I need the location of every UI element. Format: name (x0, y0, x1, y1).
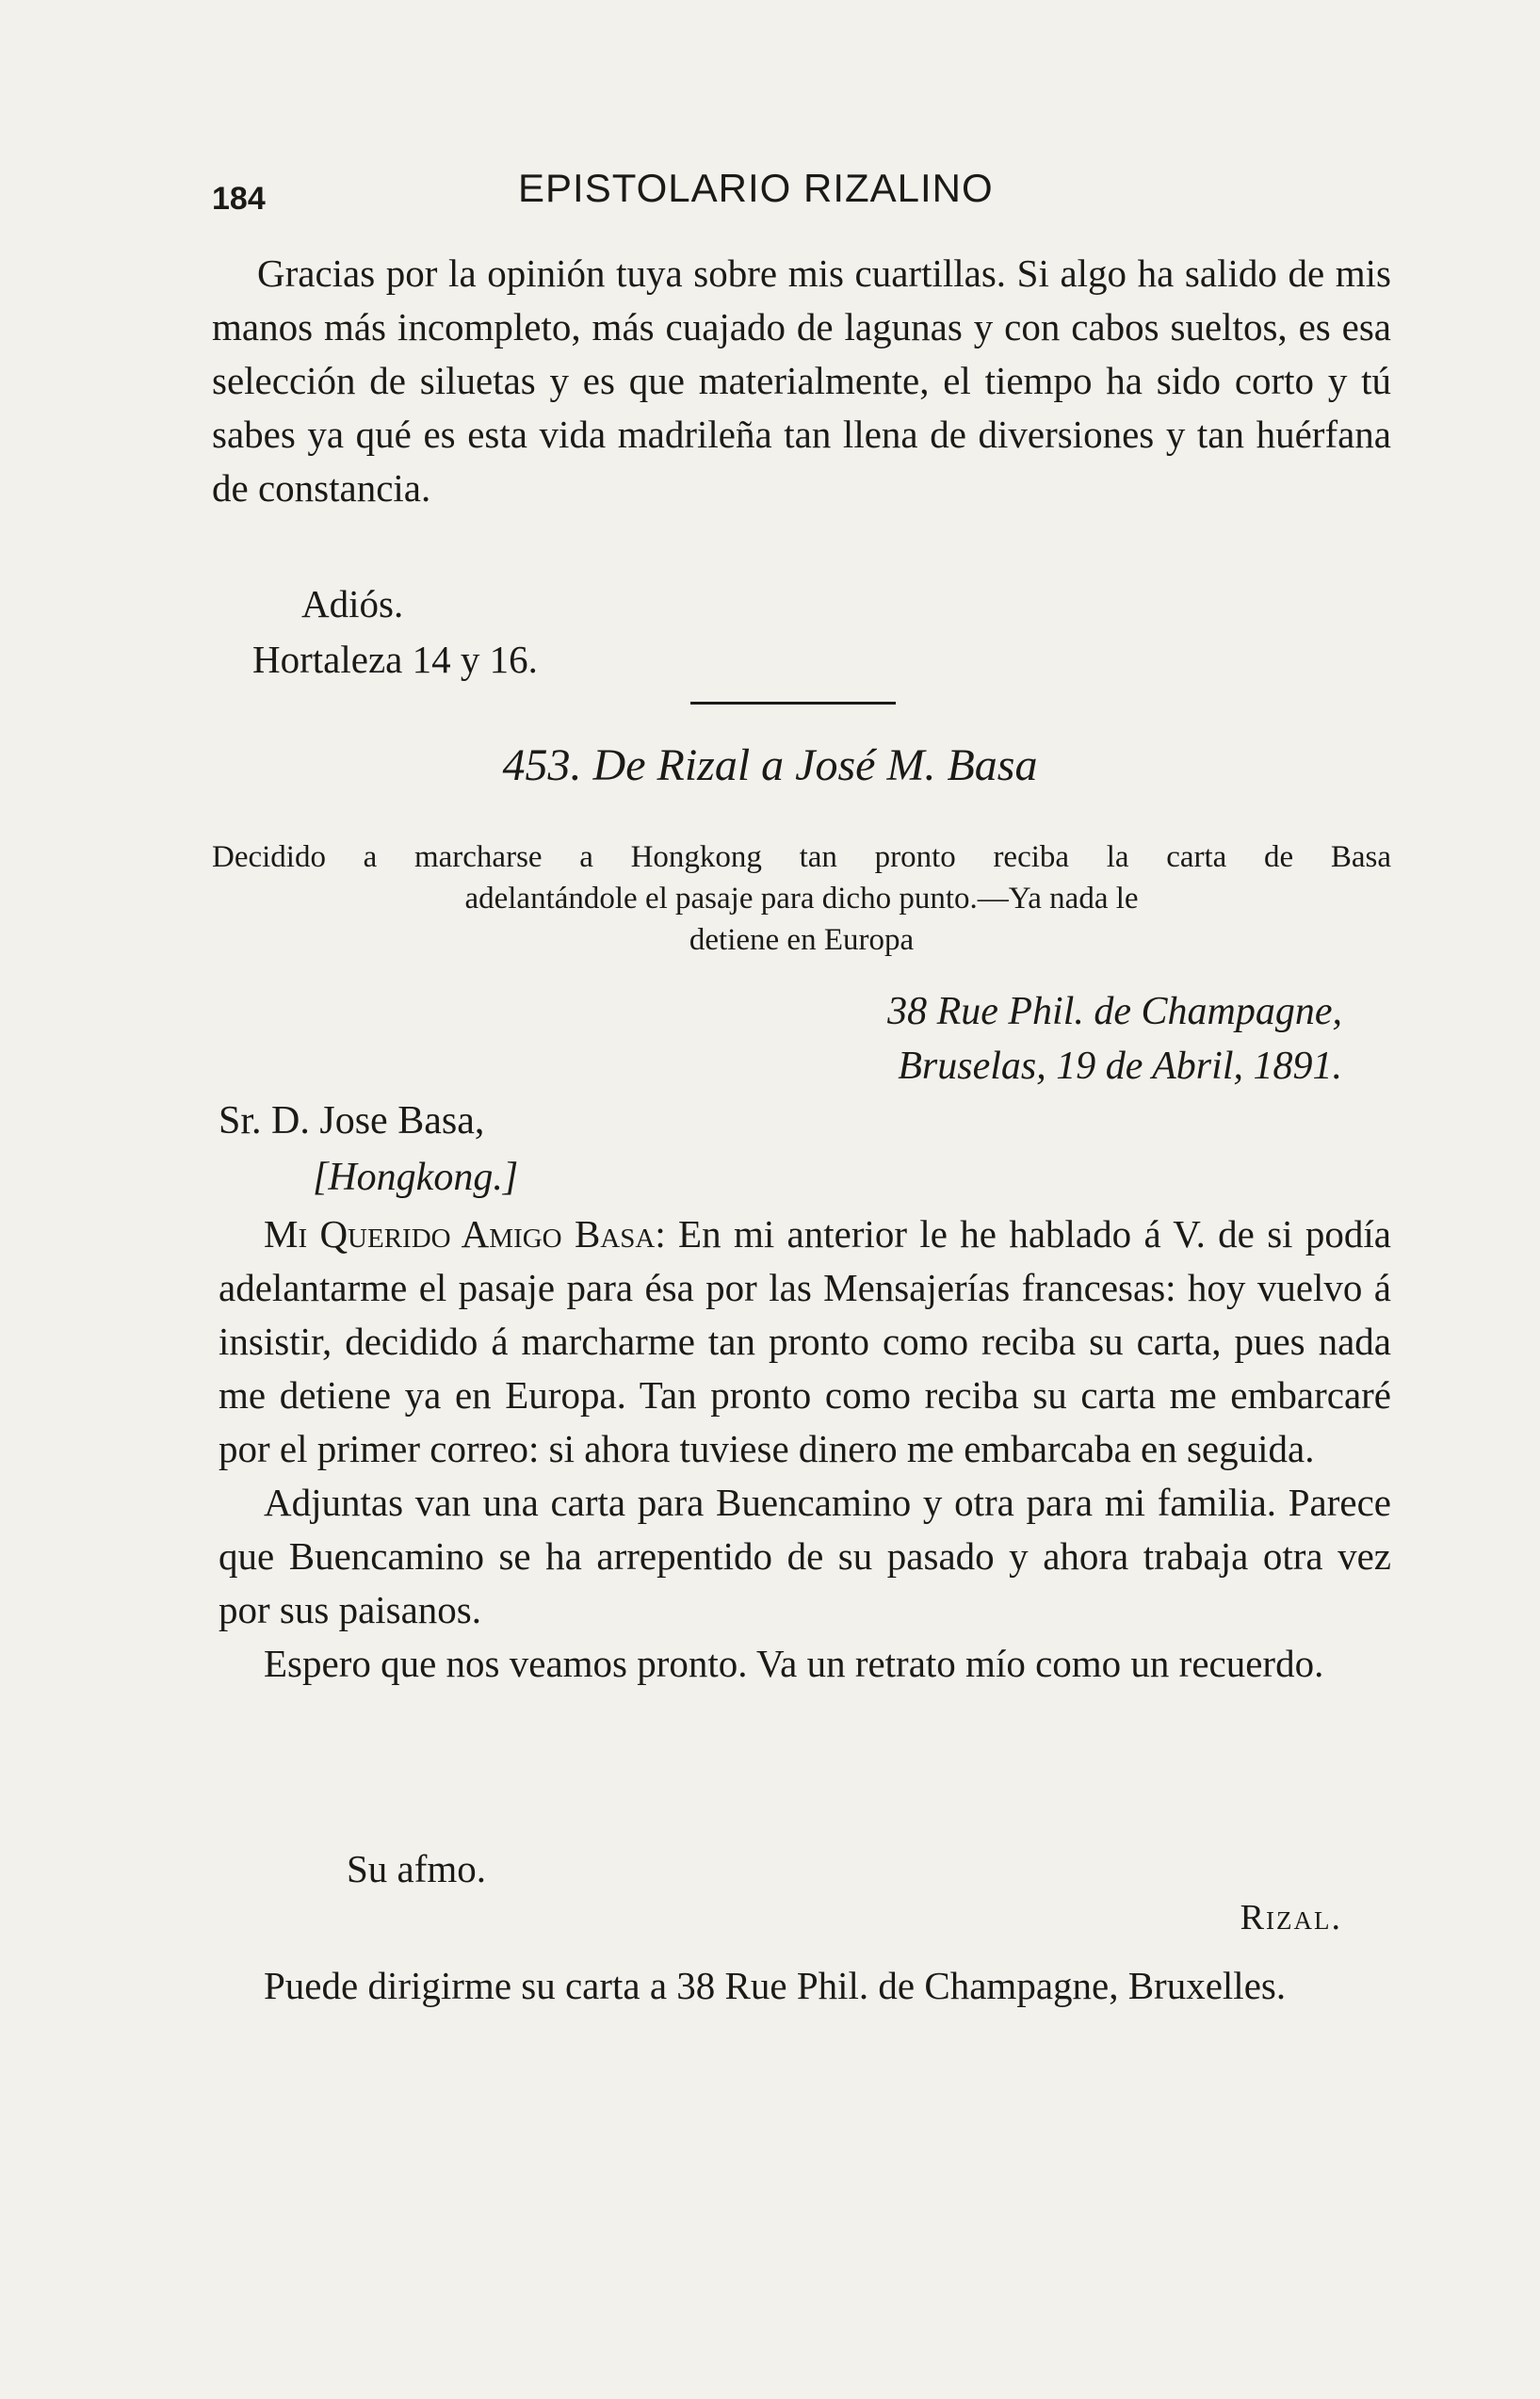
summary-line-2: adelantándole el pasaje para dicho punto.—Ya nada le (464, 882, 1139, 916)
letter-title: 453. De Rizal a José M. Basa (502, 740, 1038, 790)
recipient-location: [Hongkong.] (313, 1156, 519, 1199)
letter-closing: Su afmo. (347, 1847, 487, 1890)
letter-signature: Rizal. (1240, 1898, 1342, 1937)
previous-letter-paragraph: Gracias por la opinión tuya sobre mis cuartillas. Si algo ha salido de mis manos más incompleto, más cuajado de lagunas y con cabos sueltos, es esa selección de siluetas y es que materialmente, el tiempo ha sido corto y tú sabes ya qué es esta vida madrileña tan llena de diversiones y tan huérfana de constancia. (212, 251, 1391, 510)
page-header (212, 158, 1399, 215)
previous-letter-farewell: Adiós. (301, 582, 404, 625)
letter-paragraph-2: Adjuntas van una carta para Buencamino y otra para mi familia. Parece que Buencamino se ha arrepentido de su pasado y ahora trabaja otra vez por sus paisanos. (219, 1481, 1391, 1631)
running-head: EPISTOLARIO RIZALINO (518, 166, 994, 210)
summary-line-1: Decidido a marcharse a Hongkong tan pronto reciba la carta de Basa (212, 840, 1391, 874)
letter-recipient (219, 1093, 518, 1206)
section-divider (690, 702, 896, 705)
letter-paragraph-1 (219, 1208, 1391, 1476)
summary-line-3: detiene en Europa (689, 923, 915, 957)
previous-letter-address: Hortaleza 14 y 16. (252, 638, 538, 681)
letter-summary (212, 836, 1391, 961)
paragraph-1-text: : En mi anterior le he hablado á V. de si podía adelantarme el pasaje para ésa por las Mensajerías francesas: hoy vuelvo á insistir, decidido á marcharme tan pronto como reciba su carta, pues nada me detiene ya en Europa. Tan pronto como reciba su carta me embarcaré por el primer correo: si ahora tuviese dinero me embarcaba en seguida. (219, 1212, 1391, 1470)
letter-postscript: Puede dirigirme su carta a 38 Rue Phil. de Champagne, Bruxelles. (264, 1964, 1287, 2007)
salutation: Mi Querido Amigo Basa (264, 1212, 656, 1256)
recipient-name: Sr. D. Jose Basa, (219, 1099, 485, 1143)
letter-place: 38 Rue Phil. de Champagne, (887, 990, 1342, 1033)
page-number: 184 (212, 181, 266, 217)
letter-date: Bruselas, 19 de Abril, 1891. (898, 1045, 1342, 1088)
letter-body (219, 1208, 1391, 1691)
letter-paragraph-3: Espero que nos veamos pronto. Va un retrato mío como un recuerdo. (264, 1642, 1324, 1685)
letter-place-date (887, 984, 1342, 1094)
